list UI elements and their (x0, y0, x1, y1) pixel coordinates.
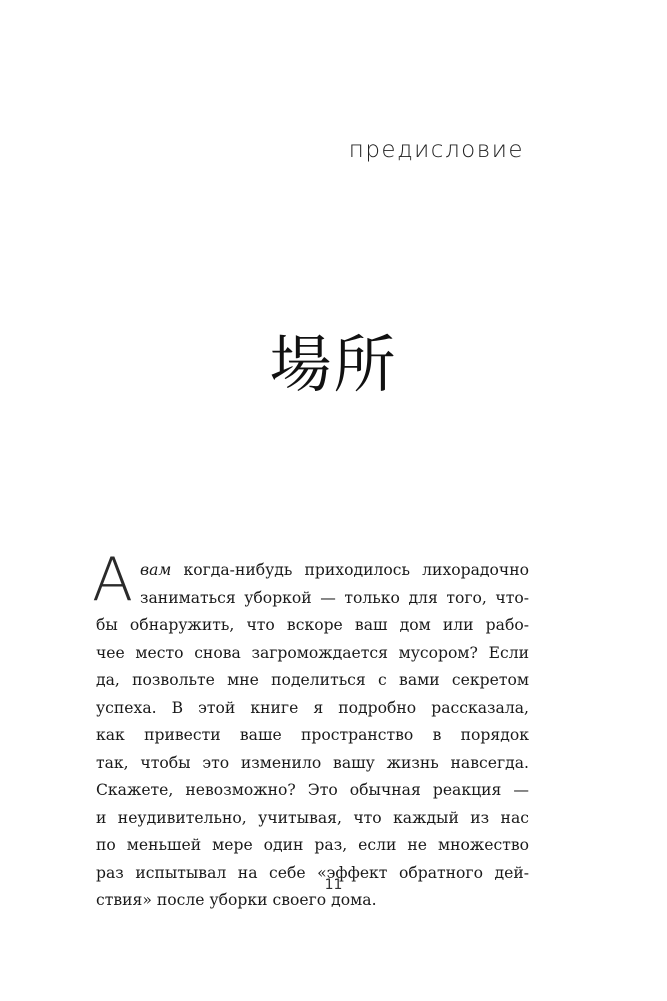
text-line-3: бы обнаружить, что вскоре ваш дом или рабо- (96, 616, 529, 634)
first-line-rest: когда-нибудь приходилось лихорадочно (171, 561, 529, 579)
dropcap-container (92, 545, 138, 615)
text-line-7: как привести ваше пространство в порядок (96, 726, 529, 744)
text-line-4: чее место снова загромождается мусором? Если (96, 643, 529, 662)
text-line-12: раз испытывал на себе «эффект обратного дей- (96, 863, 529, 882)
text-line-5: да, позвольте мне поделиться с вами секретом (96, 671, 529, 689)
chapter-label: предисловие (348, 137, 524, 163)
page-number: 11 (324, 877, 343, 893)
body-paragraph (92, 545, 529, 915)
dropcap-letter: А (92, 545, 134, 615)
text-line-9: Скажете, невозможно? Это обычная реакция — (96, 781, 529, 799)
chapter-kanji-title: 場所 (269, 328, 398, 401)
text-line-8: так, чтобы это изменило вашу жизнь навсегда. (96, 753, 529, 772)
first-word-italic: вам (140, 561, 172, 579)
text-line-11: по меньшей мере один раз, если не множество (96, 836, 529, 854)
text-line-13: ствия» после уборки своего дома. (96, 891, 377, 909)
text-line-6: успеха. В этой книге я подробно рассказала, (96, 698, 529, 717)
text-line-10: и неудивительно, учитывая, что каждый из нас (96, 808, 529, 827)
text-line-1 (96, 557, 529, 585)
text-line-2: заниматься уборкой — только для того, что- (140, 588, 529, 607)
